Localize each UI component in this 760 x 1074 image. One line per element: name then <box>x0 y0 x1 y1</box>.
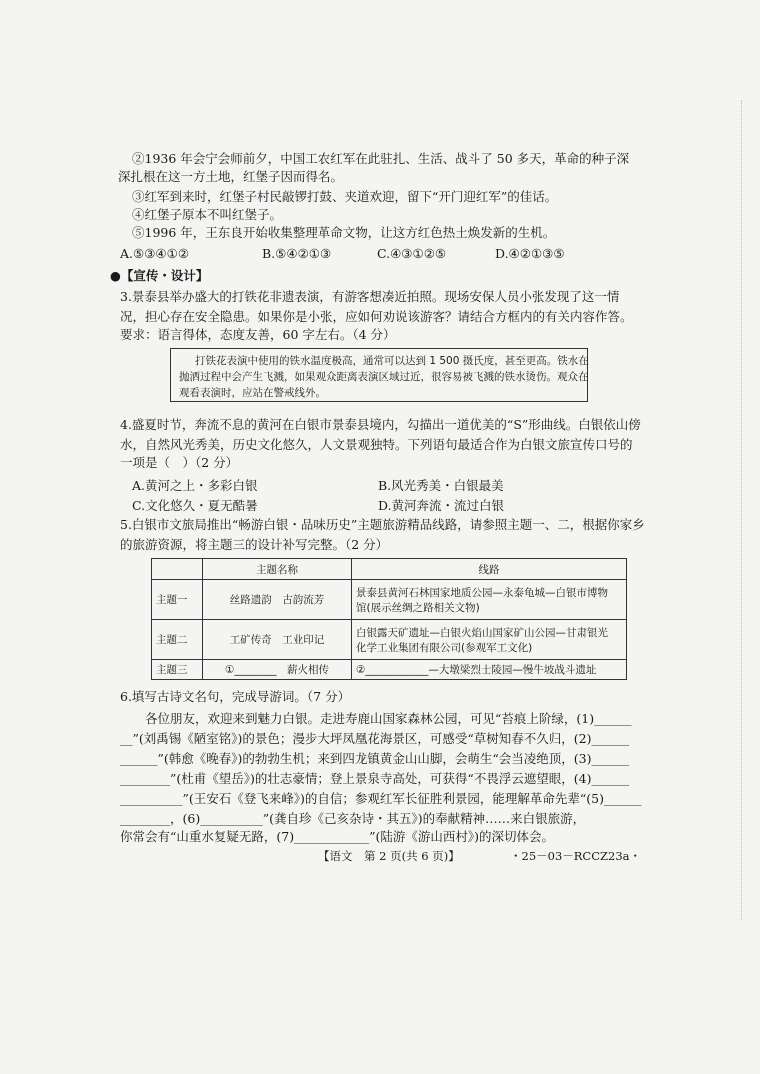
q4-option-d: D.黄河奔流・流过白银 <box>378 498 505 513</box>
q3-line-3: 要求：语言得体，态度友善，60 字左右。（4 分） <box>120 327 396 342</box>
row-label: 主题二 <box>152 620 203 660</box>
theme-name: 工矿传奇 工业印记 <box>203 620 352 660</box>
q6-line-1: 6.填写古诗文名句，完成导游词。（7 分） <box>120 689 351 704</box>
q4-line-3: 一项是（ ）（2 分） <box>120 455 239 470</box>
sentence-2-cont: 深扎根在这一方土地，红堡子因而得名。 <box>118 169 344 184</box>
q6-line-7: ________，(6)__________”(龚自珍《己亥杂诗・其五》)的奉献精神……来白银旅游， <box>120 811 586 826</box>
sentence-4: ④红堡子原本不叫红堡子。 <box>132 207 283 222</box>
section-heading: ●【宣传・设计】 <box>110 268 209 283</box>
row-label: 主题一 <box>152 580 203 620</box>
route-cell <box>352 660 627 680</box>
table-row <box>152 580 627 620</box>
q5-line-1: 5.白银市文旅局推出“畅游白银・品味历史”主题旅游精品线路，请参照主题一、二，根据你家乡 <box>120 517 645 532</box>
sentence-5: ⑤1996 年，王东良开始收集整理革命文物，让这方红色热土焕发新的生机。 <box>132 225 556 240</box>
route-line: 馆(展示丝绸之路相关文物) <box>356 601 480 614</box>
q4-option-c: C.文化悠久・夏无酷暑 <box>132 498 258 513</box>
table-header <box>152 559 203 580</box>
q6-line-4: ______”(韩愈《晚春》)的勃勃生机；来到四龙镇黄金山山脚，会萌生“会当凌绝顶，(3)______ <box>120 751 629 766</box>
q4-line-1: 4.盛夏时节，奔流不息的黄河在白银市景泰县境内，勾描出一道优美的“S”形曲线。白银依山傍 <box>120 417 641 432</box>
box-line: 观看表演时，应站在警戒线外。 <box>179 387 326 399</box>
table-row <box>152 660 627 680</box>
q6-line-2: 各位朋友，欢迎来到魅力白银。走进寿鹿山国家森林公园，可见“苔痕上阶绿，(1)______ <box>120 711 632 726</box>
route-cell <box>352 580 627 620</box>
q3-line-1: 3.景泰县举办盛大的打铁花非遗表演，有游客想凑近拍照。现场安保人员小张发现了这一情 <box>120 289 620 304</box>
route-line: 白银露天矿遗址—白银火焰山国家矿山公园—甘肃银光 <box>356 626 608 639</box>
route-table <box>151 558 627 680</box>
q2-option-b: B.⑤④②①③ <box>262 246 332 261</box>
sentence-2: ②1936 年会宁会师前夕，中国工农红军在此驻扎、生活、战斗了 50 多天，革命的种子深 <box>132 151 630 166</box>
q4-line-2: 水，自然风光秀美，历史文化悠久，人文景观独特。下列语句最适合作为白银文旅宣传口号的 <box>120 437 633 452</box>
theme-name: ①________ 薪火相传 <box>203 660 352 680</box>
row-label: 主题三 <box>152 660 203 680</box>
q4-option-a: A.黄河之上・多彩白银 <box>132 478 258 493</box>
table-header: 线路 <box>352 559 627 580</box>
theme-name: 丝路遗韵 古韵流芳 <box>203 580 352 620</box>
q2-option-c: C.④③①②⑤ <box>377 246 447 261</box>
q3-line-2: 况，担心存在安全隐患。如果你是小张，应如何劝说该游客？请结合方框内的有关内容作答。 <box>120 309 633 324</box>
q2-option-a: A.⑤③④①② <box>120 246 190 261</box>
q6-line-6: __________”(王安石《登飞来峰》)的自信；参观红军长征胜利景园，能理解革命先辈“(5)______ <box>120 791 642 806</box>
box-line: 抛洒过程中会产生飞溅，如果观众距离表演区域过近，很容易被飞溅的铁水烫伤。观众在 <box>179 371 589 383</box>
route-line: 景泰县黄河石林国家地质公园—永泰龟城—白银市博物 <box>356 586 608 599</box>
table-header-row <box>152 559 627 580</box>
route-line: ②____________—大墩梁烈士陵园—慢牛坡战斗遗址 <box>356 664 597 676</box>
route-cell <box>352 620 627 660</box>
q6-line-8: 你常会有“山重水复疑无路，(7)____________”(陆游《游山西村》)的深切体会。 <box>120 829 554 844</box>
page-footer-code: ・25－03－RCCZ23a・ <box>510 849 642 863</box>
q5-line-2: 的旅游资源，将主题三的设计补写完整。（2 分） <box>120 537 389 552</box>
route-line: 化学工业集团有限公司(参观军工文化) <box>356 641 533 654</box>
scan-edge-decoration <box>735 100 742 920</box>
q3-info-box <box>170 348 588 402</box>
sentence-3: ③红军到来时，红堡子村民敲锣打鼓、夹道欢迎，留下“开门迎红军”的佳话。 <box>132 189 558 204</box>
box-line: 打铁花表演中使用的铁水温度极高，通常可以达到 1 500 摄氏度，甚至更高。铁水在 <box>195 355 589 367</box>
table-header: 主题名称 <box>203 559 352 580</box>
q2-option-d: D.④②①③⑤ <box>495 246 565 261</box>
q6-line-3: __”(刘禹锡《陋室铭》)的景色；漫步大坪凤凰花海景区，可感受“草树知春不久归，(2)______ <box>120 731 629 746</box>
page-footer-center: 【语文 第 2 页(共 6 页)】 <box>318 849 460 863</box>
table-row <box>152 620 627 660</box>
q4-option-b: B.风光秀美・白银最美 <box>378 478 504 493</box>
q6-line-5: ________”(杜甫《望岳》)的壮志豪情；登上景泉寺高处，可获得“不畏浮云遮望眼，(4)______ <box>120 771 629 786</box>
